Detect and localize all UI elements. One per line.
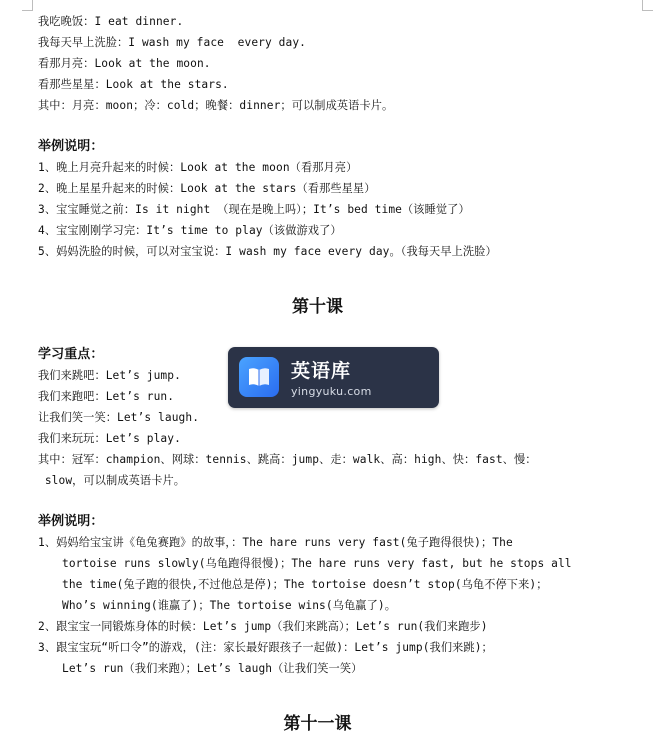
focus-heading: 学习重点：: [38, 347, 104, 362]
examples-heading: 举例说明：: [38, 514, 104, 529]
text-line: 其中：月亮：moon；冷：cold；晚餐：dinner；可以制成英语卡片。: [38, 99, 394, 112]
example-item: 2、晚上星星升起来的时候：Look at the stars（看那些星星）: [38, 182, 376, 195]
example-item: 3、宝宝睡觉之前：Is it night （现在是晚上吗）；It’s bed time（该睡觉了）: [38, 203, 470, 216]
example-item-continuation: Who’s winning(谁赢了)；The tortoise wins(乌龟赢了)。: [62, 599, 396, 612]
watermark-title: 英语库: [291, 360, 352, 382]
focus-line: 其中：冠军：champion、网球：tennis、跳高：jump、走：walk、高：high、快：fast、慢：: [38, 453, 537, 466]
lesson-11-title: 第十一课: [283, 714, 352, 734]
example-item-continuation: the time(兔子跑的很快,不过他总是停)；The tortoise doesn’t stop(乌龟不停下来)；: [62, 578, 548, 591]
example-item: 5、妈妈洗脸的时候，可以对宝宝说：I wash my face every day。（我每天早上洗脸）: [38, 245, 497, 258]
text-line: 我每天早上洗脸：I wash my face every day.: [38, 36, 307, 49]
watermark-url: yingyuku.com: [291, 385, 372, 398]
text-line: 看那月亮：Look at the moon.: [38, 57, 211, 70]
example-item: 2、跟宝宝一同锻炼身体的时候：Let’s jump（我们来跳高）；Let’s run(我们来跑步): [38, 620, 488, 633]
book-icon: [239, 357, 279, 397]
example-item-continuation: tortoise runs slowly(乌龟跑得很慢)；The hare runs very fast, but he stops all: [62, 557, 572, 570]
page-corner-mark-right: [642, 0, 653, 11]
page-corner-mark-left: [22, 0, 33, 11]
example-item: 3、跟宝宝玩“听口令”的游戏，(注：家长最好跟孩子一起做)：Let’s jump(我们来跳)；: [38, 641, 493, 654]
focus-line: 我们来玩玩：Let’s play.: [38, 432, 181, 445]
example-item: 4、宝宝刚刚学习完：It’s time to play（该做游戏了）: [38, 224, 342, 237]
focus-line: slow，可以制成英语卡片。: [38, 474, 186, 487]
text-line: 我吃晚饭：I eat dinner.: [38, 15, 184, 28]
text-line: 看那些星星：Look at the stars.: [38, 78, 229, 91]
focus-line: 我们来跳吧：Let’s jump.: [38, 369, 181, 382]
example-item-continuation: Let’s run（我们来跑）；Let’s laugh（让我们笑一笑）: [62, 662, 363, 675]
examples-heading: 举例说明：: [38, 139, 104, 154]
example-item: 1、晚上月亮升起来的时候：Look at the moon（看那月亮）: [38, 161, 358, 174]
example-item: 1、妈妈给宝宝讲《龟兔赛跑》的故事，：The hare runs very fast(兔子跑得很快)；The: [38, 536, 513, 549]
watermark-logo: [228, 347, 439, 408]
focus-line: 让我们笑一笑：Let’s laugh.: [38, 411, 200, 424]
lesson-10-title: 第十课: [292, 297, 343, 317]
focus-line: 我们来跑吧：Let’s run.: [38, 390, 175, 403]
